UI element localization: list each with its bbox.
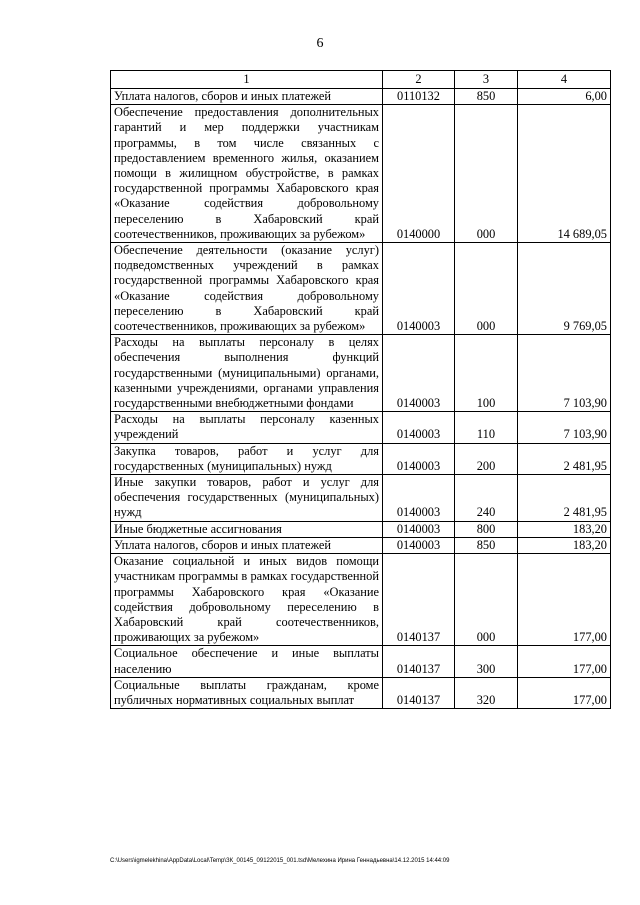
table-row xyxy=(111,646,611,677)
row-amount: 2 481,95 xyxy=(518,443,611,474)
row-amount: 14 689,05 xyxy=(518,105,611,243)
row-expense-type: 000 xyxy=(455,554,518,646)
row-description: Уплата налогов, сборов и иных платежей xyxy=(111,89,383,105)
row-description: Расходы на выплаты персоналу в целях обеспечения выполнения функций государственными (муниципальными) органами, казенными учреждениями, органами управления государственными внебюджетными фондами xyxy=(111,335,383,412)
row-expense-type: 110 xyxy=(455,412,518,443)
row-expense-type: 300 xyxy=(455,646,518,677)
row-target-code: 0140137 xyxy=(383,554,455,646)
row-description: Закупка товаров, работ и услуг для государственных (муниципальных) нужд xyxy=(111,443,383,474)
row-description: Уплата налогов, сборов и иных платежей xyxy=(111,537,383,553)
row-amount: 177,00 xyxy=(518,646,611,677)
row-expense-type: 000 xyxy=(455,243,518,335)
row-expense-type: 240 xyxy=(455,475,518,522)
table-row xyxy=(111,89,611,105)
table-row xyxy=(111,537,611,553)
table-row xyxy=(111,335,611,412)
row-target-code: 0140137 xyxy=(383,646,455,677)
column-header-4: 4 xyxy=(518,71,611,89)
row-description: Обеспечение предоставления дополнительных гарантий и мер поддержки участникам программы, в том числе связанных с предоставлением временного жилья, оказанием помощи в жилищном обустройстве, в рамках государственной программы Хабаровского края «Оказание содействия добровольному переселению в Хабаровский край соотечественников, проживающих за рубежом» xyxy=(111,105,383,243)
row-target-code: 0140003 xyxy=(383,475,455,522)
row-target-code: 0110132 xyxy=(383,89,455,105)
table-row xyxy=(111,443,611,474)
row-expense-type: 800 xyxy=(455,521,518,537)
row-description: Обеспечение деятельности (оказание услуг) подведомственных учреждений в рамках государственной программы Хабаровского края «Оказание содействия добровольному переселению в Хабаровский край соотечественников, проживающих за рубежом» xyxy=(111,243,383,335)
table-row xyxy=(111,105,611,243)
budget-table xyxy=(110,70,611,709)
table-row xyxy=(111,412,611,443)
column-header-3: 3 xyxy=(455,71,518,89)
page-number: 6 xyxy=(316,36,324,51)
row-expense-type: 850 xyxy=(455,537,518,553)
row-description: Социальные выплаты гражданам, кроме публичных нормативных социальных выплат xyxy=(111,677,383,708)
row-target-code: 0140003 xyxy=(383,521,455,537)
row-target-code: 0140137 xyxy=(383,677,455,708)
column-header-1: 1 xyxy=(111,71,383,89)
row-amount: 2 481,95 xyxy=(518,475,611,522)
table-header-row xyxy=(111,71,611,89)
row-amount: 7 103,90 xyxy=(518,335,611,412)
row-amount: 183,20 xyxy=(518,537,611,553)
table-row xyxy=(111,243,611,335)
table-row xyxy=(111,554,611,646)
row-description: Расходы на выплаты персоналу казенных учреждений xyxy=(111,412,383,443)
row-amount: 177,00 xyxy=(518,677,611,708)
row-description: Иные закупки товаров, работ и услуг для обеспечения государственных (муниципальных) нужд xyxy=(111,475,383,522)
row-target-code: 0140003 xyxy=(383,335,455,412)
row-target-code: 0140003 xyxy=(383,412,455,443)
row-expense-type: 200 xyxy=(455,443,518,474)
table-row xyxy=(111,521,611,537)
row-amount: 177,00 xyxy=(518,554,611,646)
row-expense-type: 100 xyxy=(455,335,518,412)
row-target-code: 0140003 xyxy=(383,537,455,553)
row-amount: 183,20 xyxy=(518,521,611,537)
table-row xyxy=(111,475,611,522)
row-amount: 7 103,90 xyxy=(518,412,611,443)
column-header-2: 2 xyxy=(383,71,455,89)
row-description: Социальное обеспечение и иные выплаты населению xyxy=(111,646,383,677)
row-expense-type: 320 xyxy=(455,677,518,708)
row-target-code: 0140003 xyxy=(383,443,455,474)
row-amount: 6,00 xyxy=(518,89,611,105)
table-row xyxy=(111,677,611,708)
row-expense-type: 850 xyxy=(455,89,518,105)
row-description: Иные бюджетные ассигнования xyxy=(111,521,383,537)
row-target-code: 0140000 xyxy=(383,105,455,243)
row-target-code: 0140003 xyxy=(383,243,455,335)
row-description: Оказание социальной и иных видов помощи участникам программы в рамках государственной программы Хабаровского края «Оказание содействия добровольному переселению в Хабаровский край соотечественников, проживающих за рубежом» xyxy=(111,554,383,646)
file-path-footer: C:\Users\igmelekhina\AppData\Local\Temp\ЗК_00145_09122015_001.tsd\Мелехина Ирина Геннадьевна\14.12.2015 14:44:09 xyxy=(110,858,450,864)
row-amount: 9 769,05 xyxy=(518,243,611,335)
row-expense-type: 000 xyxy=(455,105,518,243)
